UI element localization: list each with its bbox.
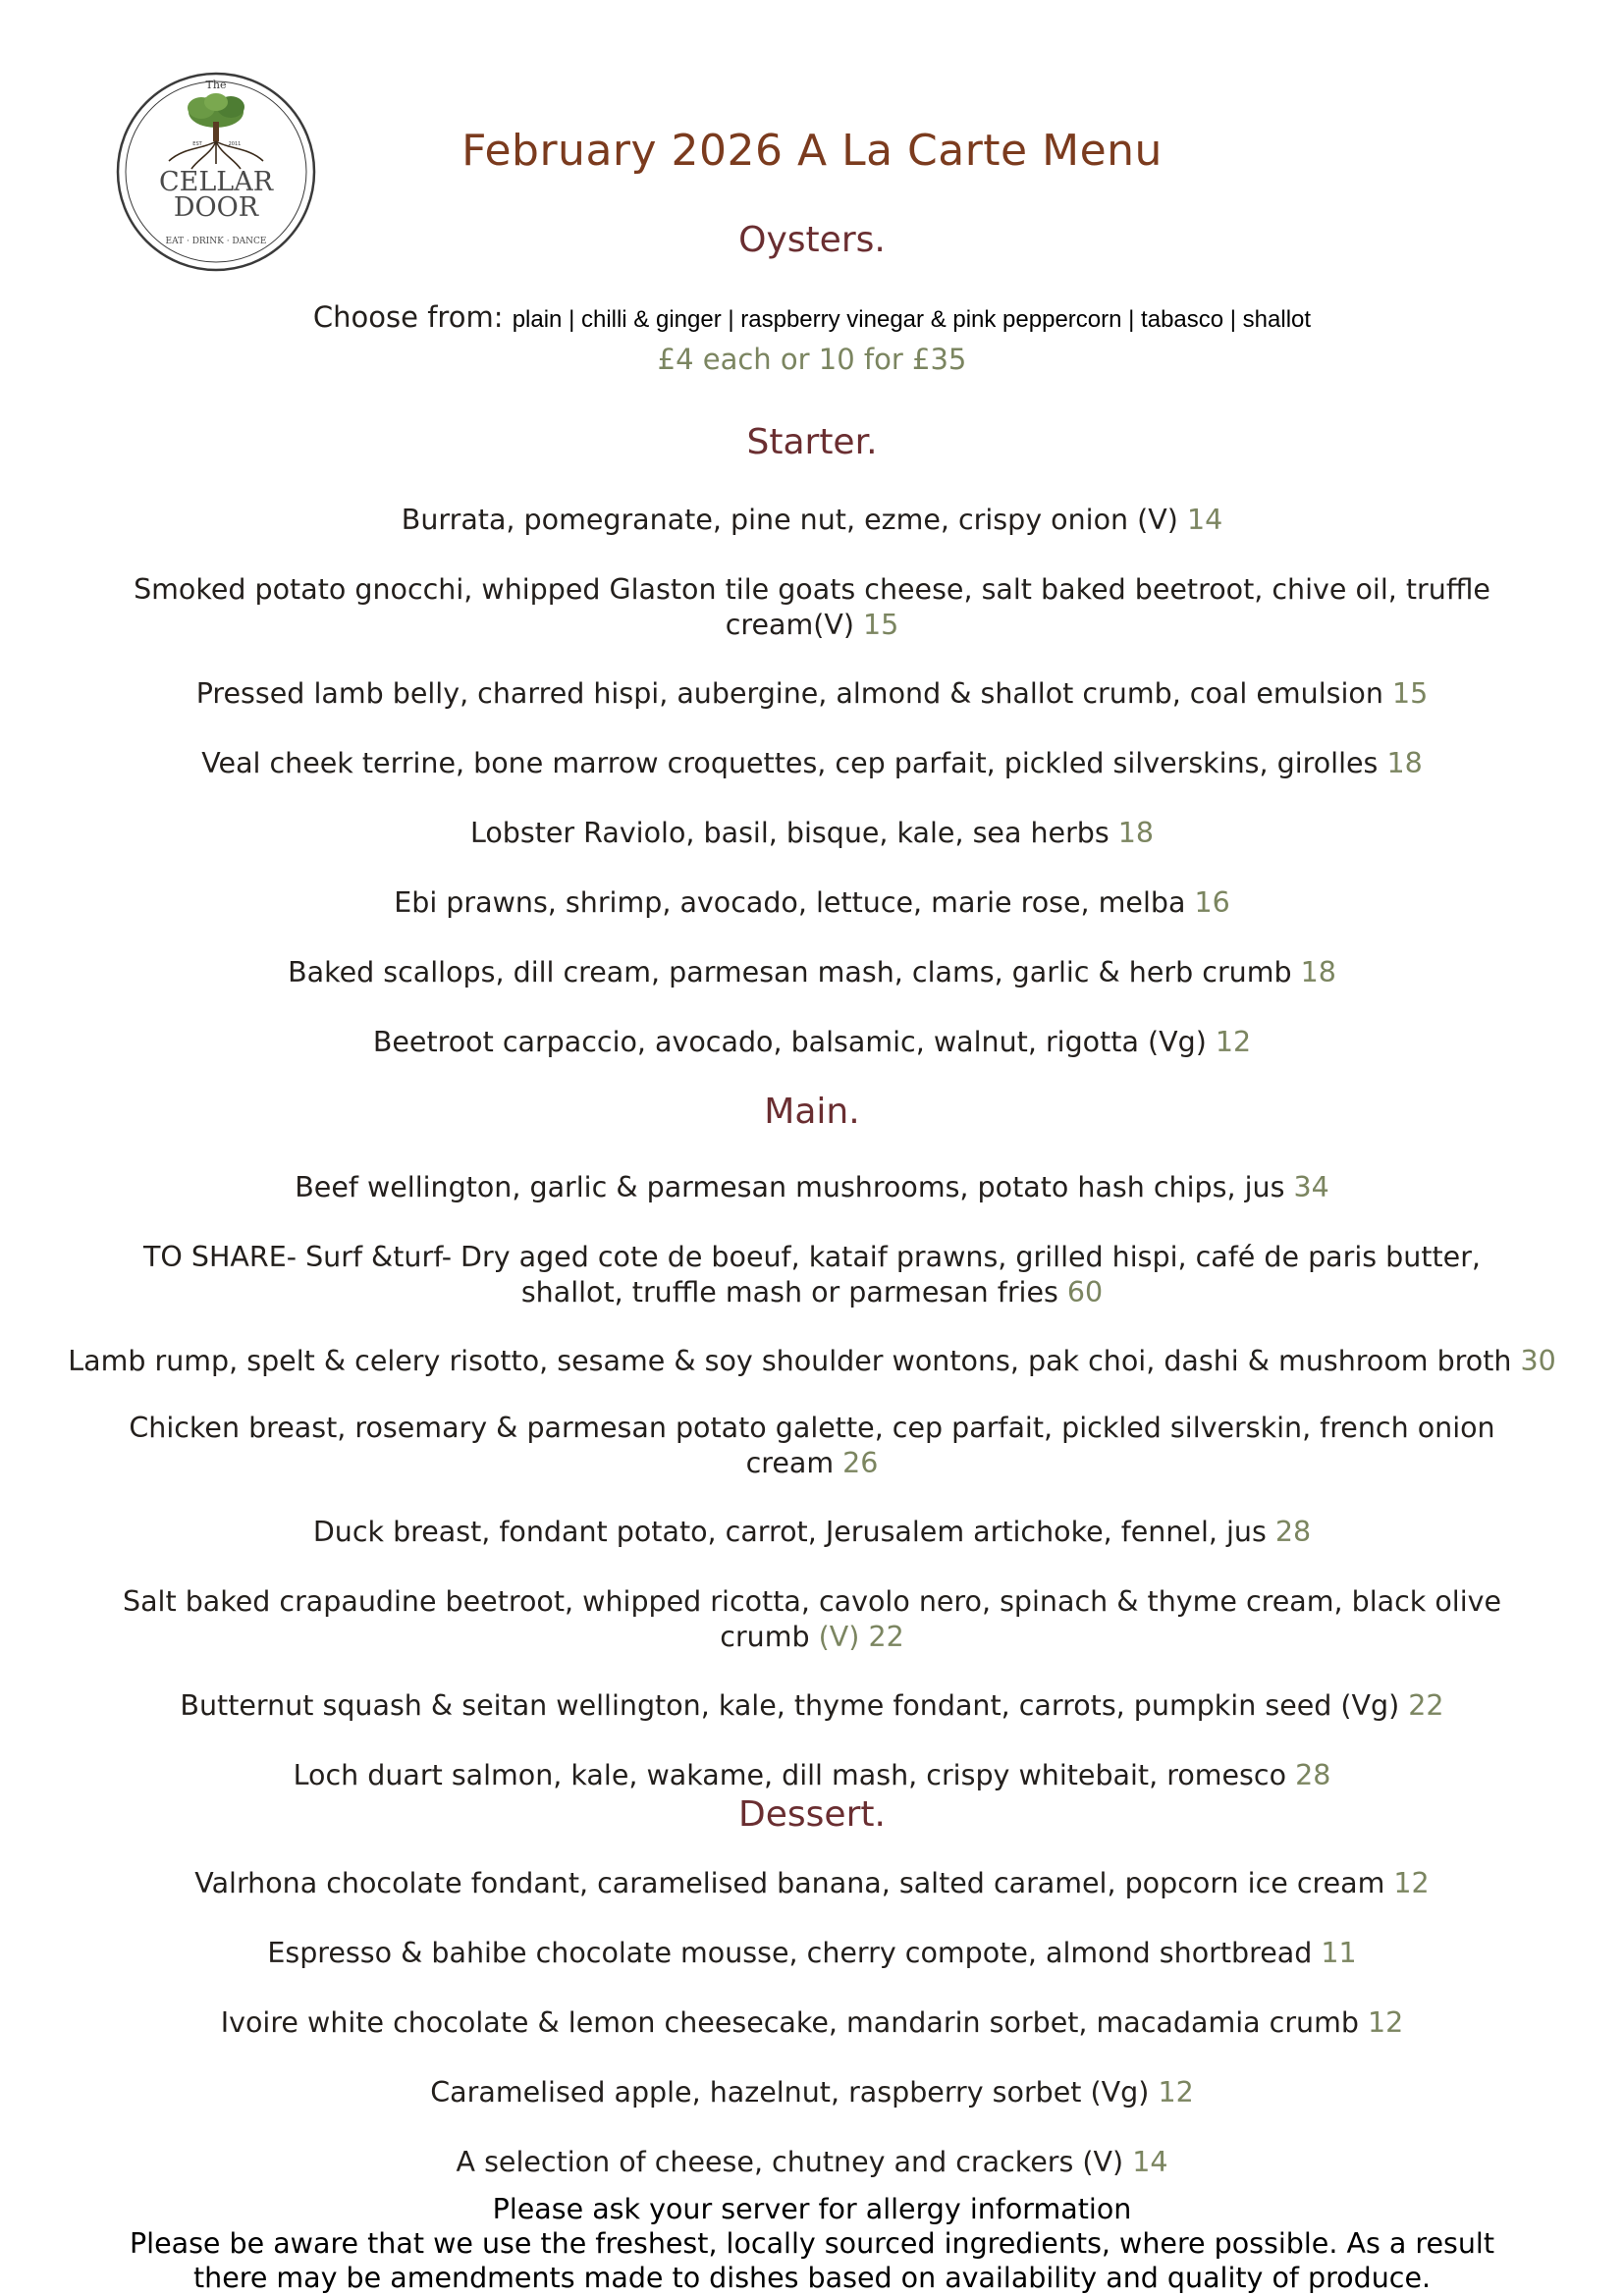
menu-item (98, 816, 1526, 851)
menu-item-text: Lobster Raviolo, basil, bisque, kale, sea herbs (469, 817, 1110, 849)
menu-item-text: Lamb rump, spelt & celery risotto, sesame & soy shoulder wontons, pak choi, dashi & mushroom broth (68, 1345, 1512, 1377)
menu-item (88, 1240, 1536, 1310)
menu-item-price: 16 (1194, 886, 1230, 919)
menu-item-text: Ivoire white chocolate & lemon cheesecake, mandarin sorbet, macadamia crumb (220, 2006, 1359, 2039)
menu-item-price: 12 (1393, 1867, 1430, 1899)
menu-item-price: 12 (1158, 2076, 1194, 2109)
menu-item (98, 955, 1526, 990)
menu-item (98, 885, 1526, 921)
menu-item (98, 2145, 1526, 2180)
produce-notice: Please be aware that we use the freshest, locally sourced ingredients, where possible. As a result there may be amendments made to dishes based on availability and quality of produce. (129, 2227, 1494, 2294)
menu-item-price: 22 (1408, 1689, 1444, 1722)
menu-item-price: 26 (842, 1447, 879, 1479)
logo-est-right: 2011 (228, 141, 242, 147)
allergy-notice: Please ask your server for allergy information (492, 2193, 1132, 2225)
starter-heading: Starter. (746, 422, 878, 462)
menu-item-text: Baked scallops, dill cream, parmesan mash, clams, garlic & herb crumb (288, 956, 1292, 988)
menu-item (98, 2075, 1526, 2110)
menu-item (98, 1688, 1526, 1724)
menu-item-price: 34 (1293, 1171, 1329, 1203)
menu-item-price: 12 (1215, 1026, 1252, 1058)
menu-item (98, 1170, 1526, 1205)
oysters-choose-label: Choose from: (312, 300, 504, 334)
menu-item (59, 1344, 1565, 1379)
menu-item-text: Salt baked crapaudine beetroot, whipped ricotta, cavolo nero, spinach & thyme cream, black olive crumb (122, 1585, 1502, 1653)
menu-item (98, 1025, 1526, 1060)
menu-item-text: Espresso & bahibe chocolate mousse, cherry compote, almond shortbread (267, 1937, 1313, 1969)
menu-item-text: Smoked potato gnocchi, whipped Glaston tile goats cheese, salt baked beetroot, chive oil, truffle cream(V) (134, 573, 1490, 641)
menu-item-price: 30 (1520, 1345, 1556, 1377)
menu-item-price: 18 (1300, 956, 1336, 988)
logo-text-cellar: CELLAR (158, 167, 274, 197)
menu-item-text: Burrata, pomegranate, pine nut, ezme, crispy onion (V) (401, 504, 1178, 536)
menu-item-price: 15 (863, 609, 899, 641)
menu-item-text: Duck breast, fondant potato, carrot, Jerusalem artichoke, fennel, jus (312, 1516, 1267, 1548)
menu-item-price: 12 (1368, 2006, 1404, 2039)
menu-item (98, 1866, 1526, 1901)
oysters-options: plain | chilli & ginger | raspberry vinegar & pink peppercorn | tabasco | shallot (512, 306, 1312, 333)
menu-item-price: 18 (1117, 817, 1155, 849)
oysters-price: £4 each or 10 for £35 (657, 343, 967, 376)
menu-item (98, 746, 1526, 781)
menu-item (98, 1936, 1526, 1971)
menu-item (108, 1584, 1516, 1655)
menu-item (98, 2005, 1526, 2041)
menu-item (98, 503, 1526, 538)
menu-item-text: Beetroot carpaccio, avocado, balsamic, walnut, rigotta (Vg) (372, 1026, 1207, 1058)
logo-text-door: DOOR (173, 192, 259, 223)
logo-text-bottom: EAT · DRINK · DANCE (165, 237, 267, 246)
menu-item-text: Pressed lamb belly, charred hispi, aubergine, almond & shallot crumb, coal emulsion (195, 677, 1383, 710)
menu-item-text: Valrhona chocolate fondant, caramelised banana, salted caramel, popcorn ice cream (194, 1867, 1385, 1899)
logo-text-top: The (205, 79, 227, 91)
dessert-heading: Dessert. (738, 1794, 886, 1835)
menu-item (98, 1515, 1526, 1550)
menu-item-price: 11 (1321, 1937, 1357, 1969)
oysters-heading: Oysters. (738, 220, 886, 260)
main-heading: Main. (764, 1092, 860, 1132)
menu-item (98, 572, 1526, 643)
menu-item-price: 14 (1132, 2146, 1168, 2178)
menu-title: February 2026 A La Carte Menu (461, 126, 1163, 176)
menu-item-price: 28 (1295, 1759, 1331, 1791)
menu-item-price: 28 (1274, 1516, 1312, 1548)
menu-item-price: 15 (1391, 677, 1429, 710)
menu-item-text: TO SHARE- Surf &turf- Dry aged cote de boeuf, kataif prawns, grilled hispi, café de paris butter, shallot, truffle mash or parmesan fries (143, 1241, 1481, 1308)
menu-item-text: Caramelised apple, hazelnut, raspberry sorbet (Vg) (430, 2076, 1150, 2109)
menu-item-text: Loch duart salmon, kale, wakame, dill mash, crispy whitebait, romesco (293, 1759, 1287, 1791)
menu-item-text: Chicken breast, rosemary & parmesan potato galette, cep parfait, pickled silverskin, french onion cream (129, 1412, 1495, 1479)
menu-item (98, 1758, 1526, 1793)
menu-item-text: Butternut squash & seitan wellington, kale, thyme fondant, carrots, pumpkin seed (Vg) (180, 1689, 1400, 1722)
oysters-choose-line (0, 300, 1624, 334)
logo-est-left: EST (192, 141, 202, 147)
menu-item-price: 60 (1066, 1276, 1104, 1308)
menu-item-price: 14 (1186, 504, 1223, 536)
menu-item (88, 1411, 1536, 1481)
menu-item-price: 18 (1386, 747, 1423, 779)
menu-item-price: (V) 22 (818, 1621, 904, 1653)
menu-item-text: Beef wellington, garlic & parmesan mushrooms, potato hash chips, jus (295, 1171, 1285, 1203)
menu-item-text: Ebi prawns, shrimp, avocado, lettuce, marie rose, melba (394, 886, 1186, 919)
menu-item-text: Veal cheek terrine, bone marrow croquettes, cep parfait, pickled silverskins, girolles (201, 747, 1379, 779)
menu-item (98, 676, 1526, 712)
menu-item-text: A selection of cheese, chutney and crackers (V) (456, 2146, 1124, 2178)
